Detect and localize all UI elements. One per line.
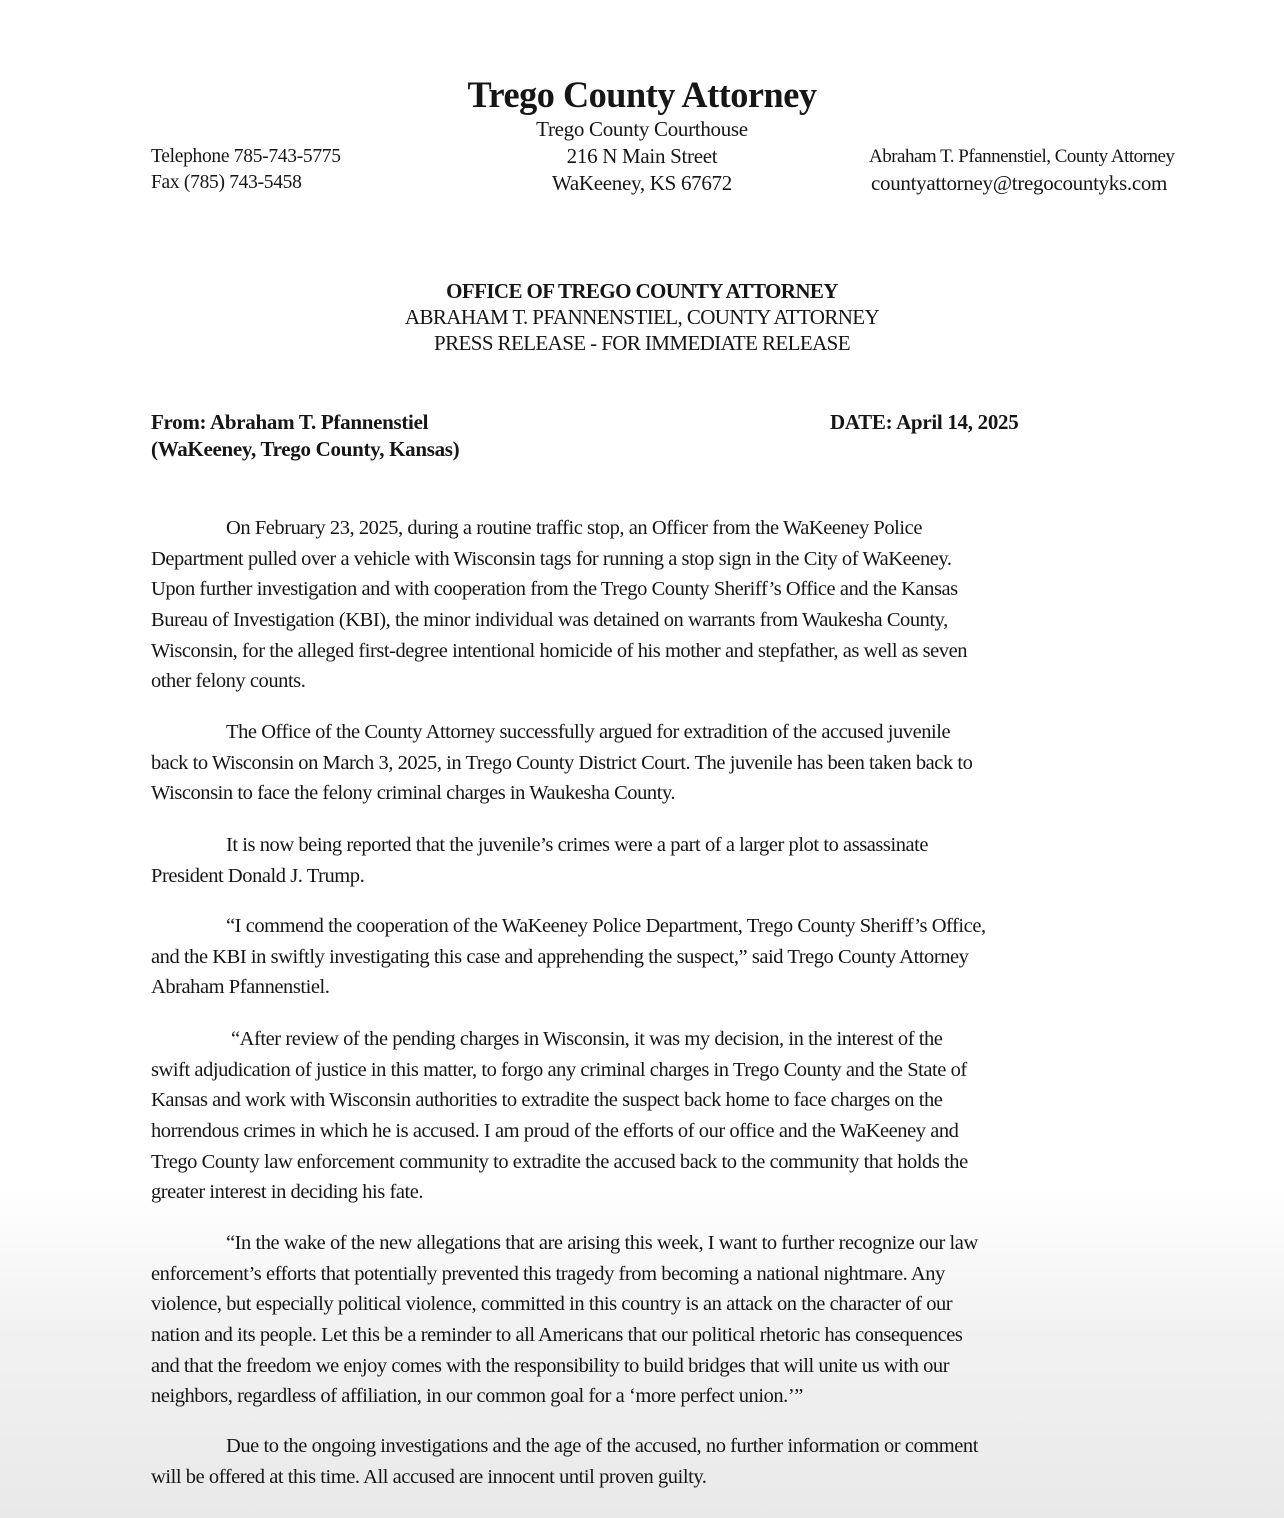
- text-line: neighbors, regardless of affiliation, in our common goal for a ‘more perfect union.’”: [151, 1385, 803, 1408]
- text-line: Upon further investigation and with cooperation from the Trego County Sheriff’s Office and the Kansas: [151, 578, 958, 601]
- text-line: Bureau of Investigation (KBI), the minor individual was detained on warrants from Waukesha County,: [151, 609, 948, 632]
- release-office-heading: OFFICE OF TREGO COUNTY ATTORNEY: [446, 279, 838, 303]
- text-line: Abraham Pfannenstiel.: [151, 976, 330, 999]
- body-paragraph: [151, 717, 1141, 809]
- text-line: greater interest in deciding his fate.: [151, 1181, 424, 1204]
- text-line: Department pulled over a vehicle with Wisconsin tags for running a stop sign in the City of WaKeeney.: [151, 547, 952, 570]
- letterhead-building: Trego County Courthouse: [536, 117, 748, 141]
- body-paragraph: [151, 911, 1141, 1003]
- text-line: will be offered at this time. All accused are innocent until proven guilty.: [151, 1465, 707, 1488]
- text-line: enforcement’s efforts that potentially prevented this tragedy from becoming a national nightmare. Any: [151, 1262, 945, 1285]
- body-paragraph: [151, 513, 1141, 697]
- body-paragraph: [151, 1431, 1141, 1492]
- text-line: nation and its people. Let this be a reminder to all Americans that our political rhetoric has consequences: [151, 1324, 963, 1347]
- letterhead-street: 216 N Main Street: [566, 144, 718, 168]
- letterhead-fax: Fax (785) 743-5458: [151, 172, 302, 193]
- text-line: Trego County law enforcement community to extradite the accused back to the community that holds the: [151, 1150, 968, 1173]
- text-line: other felony counts.: [151, 670, 306, 693]
- text-line: “After review of the pending charges in Wisconsin, it was my decision, in the interest of the: [231, 1028, 943, 1050]
- text-line: Wisconsin, for the alleged first-degree intentional homicide of his mother and stepfather, as well as seven: [151, 639, 968, 662]
- release-date: DATE: April 14, 2025: [830, 410, 1019, 434]
- text-line: “In the wake of the new allegations that are arising this week, I want to further recognize our law: [226, 1232, 978, 1254]
- text-line: back to Wisconsin on March 3, 2025, in Trego County District Court. The juvenile has been taken back to: [151, 751, 973, 774]
- letterhead-city: WaKeeney, KS 67672: [552, 171, 732, 195]
- letterhead-email[interactable]: countyattorney@tregocountyks.com: [871, 171, 1168, 195]
- body-paragraph: [151, 1024, 1141, 1208]
- text-line: Kansas and work with Wisconsin authorities to extradite the suspect back home to face charges on the: [151, 1089, 943, 1112]
- text-line: and that the freedom we enjoy comes with the responsibility to build bridges that will unite us with our: [151, 1354, 950, 1377]
- text-line: horrendous crimes in which he is accused. I am proud of the efforts of our office and the WaKeeney and: [151, 1120, 959, 1143]
- text-line: It is now being reported that the juvenile’s crimes were a part of a larger plot to assassinate: [226, 834, 929, 856]
- text-line: Wisconsin to face the felony criminal charges in Waukesha County.: [151, 782, 676, 805]
- text-line: violence, but especially political violence, committed in this country is an attack on the character of our: [151, 1293, 953, 1316]
- text-line: On February 23, 2025, during a routine traffic stop, an Officer from the WaKeeney Police: [226, 517, 922, 539]
- text-line: The Office of the County Attorney successfully argued for extradition of the accused juvenile: [226, 721, 951, 743]
- letterhead-telephone: Telephone 785-743-5775: [151, 146, 341, 167]
- text-line: President Donald J. Trump.: [151, 864, 365, 887]
- release-type-heading: PRESS RELEASE - FOR IMMEDIATE RELEASE: [434, 331, 850, 355]
- text-line: Due to the ongoing investigations and the age of the accused, no further information or comment: [226, 1435, 978, 1457]
- release-attorney-heading: ABRAHAM T. PFANNENSTIEL, COUNTY ATTORNEY: [404, 305, 880, 329]
- body-paragraph: [151, 830, 1141, 891]
- text-line: “I commend the cooperation of the WaKeeney Police Department, Trego County Sheriff’s Office,: [226, 915, 986, 937]
- from-name: From: Abraham T. Pfannenstiel: [151, 410, 429, 434]
- text-line: swift adjudication of justice in this matter, to forgo any criminal charges in Trego County and the State of: [151, 1058, 967, 1081]
- letterhead-attorney: Abraham T. Pfannenstiel, County Attorney: [869, 146, 1175, 167]
- letterhead-title: Trego County Attorney: [467, 75, 817, 116]
- body-paragraph: [151, 1228, 1141, 1412]
- from-location: (WaKeeney, Trego County, Kansas): [151, 437, 460, 461]
- text-line: and the KBI in swiftly investigating this case and apprehending the suspect,” said Trego County Attorney: [151, 945, 969, 968]
